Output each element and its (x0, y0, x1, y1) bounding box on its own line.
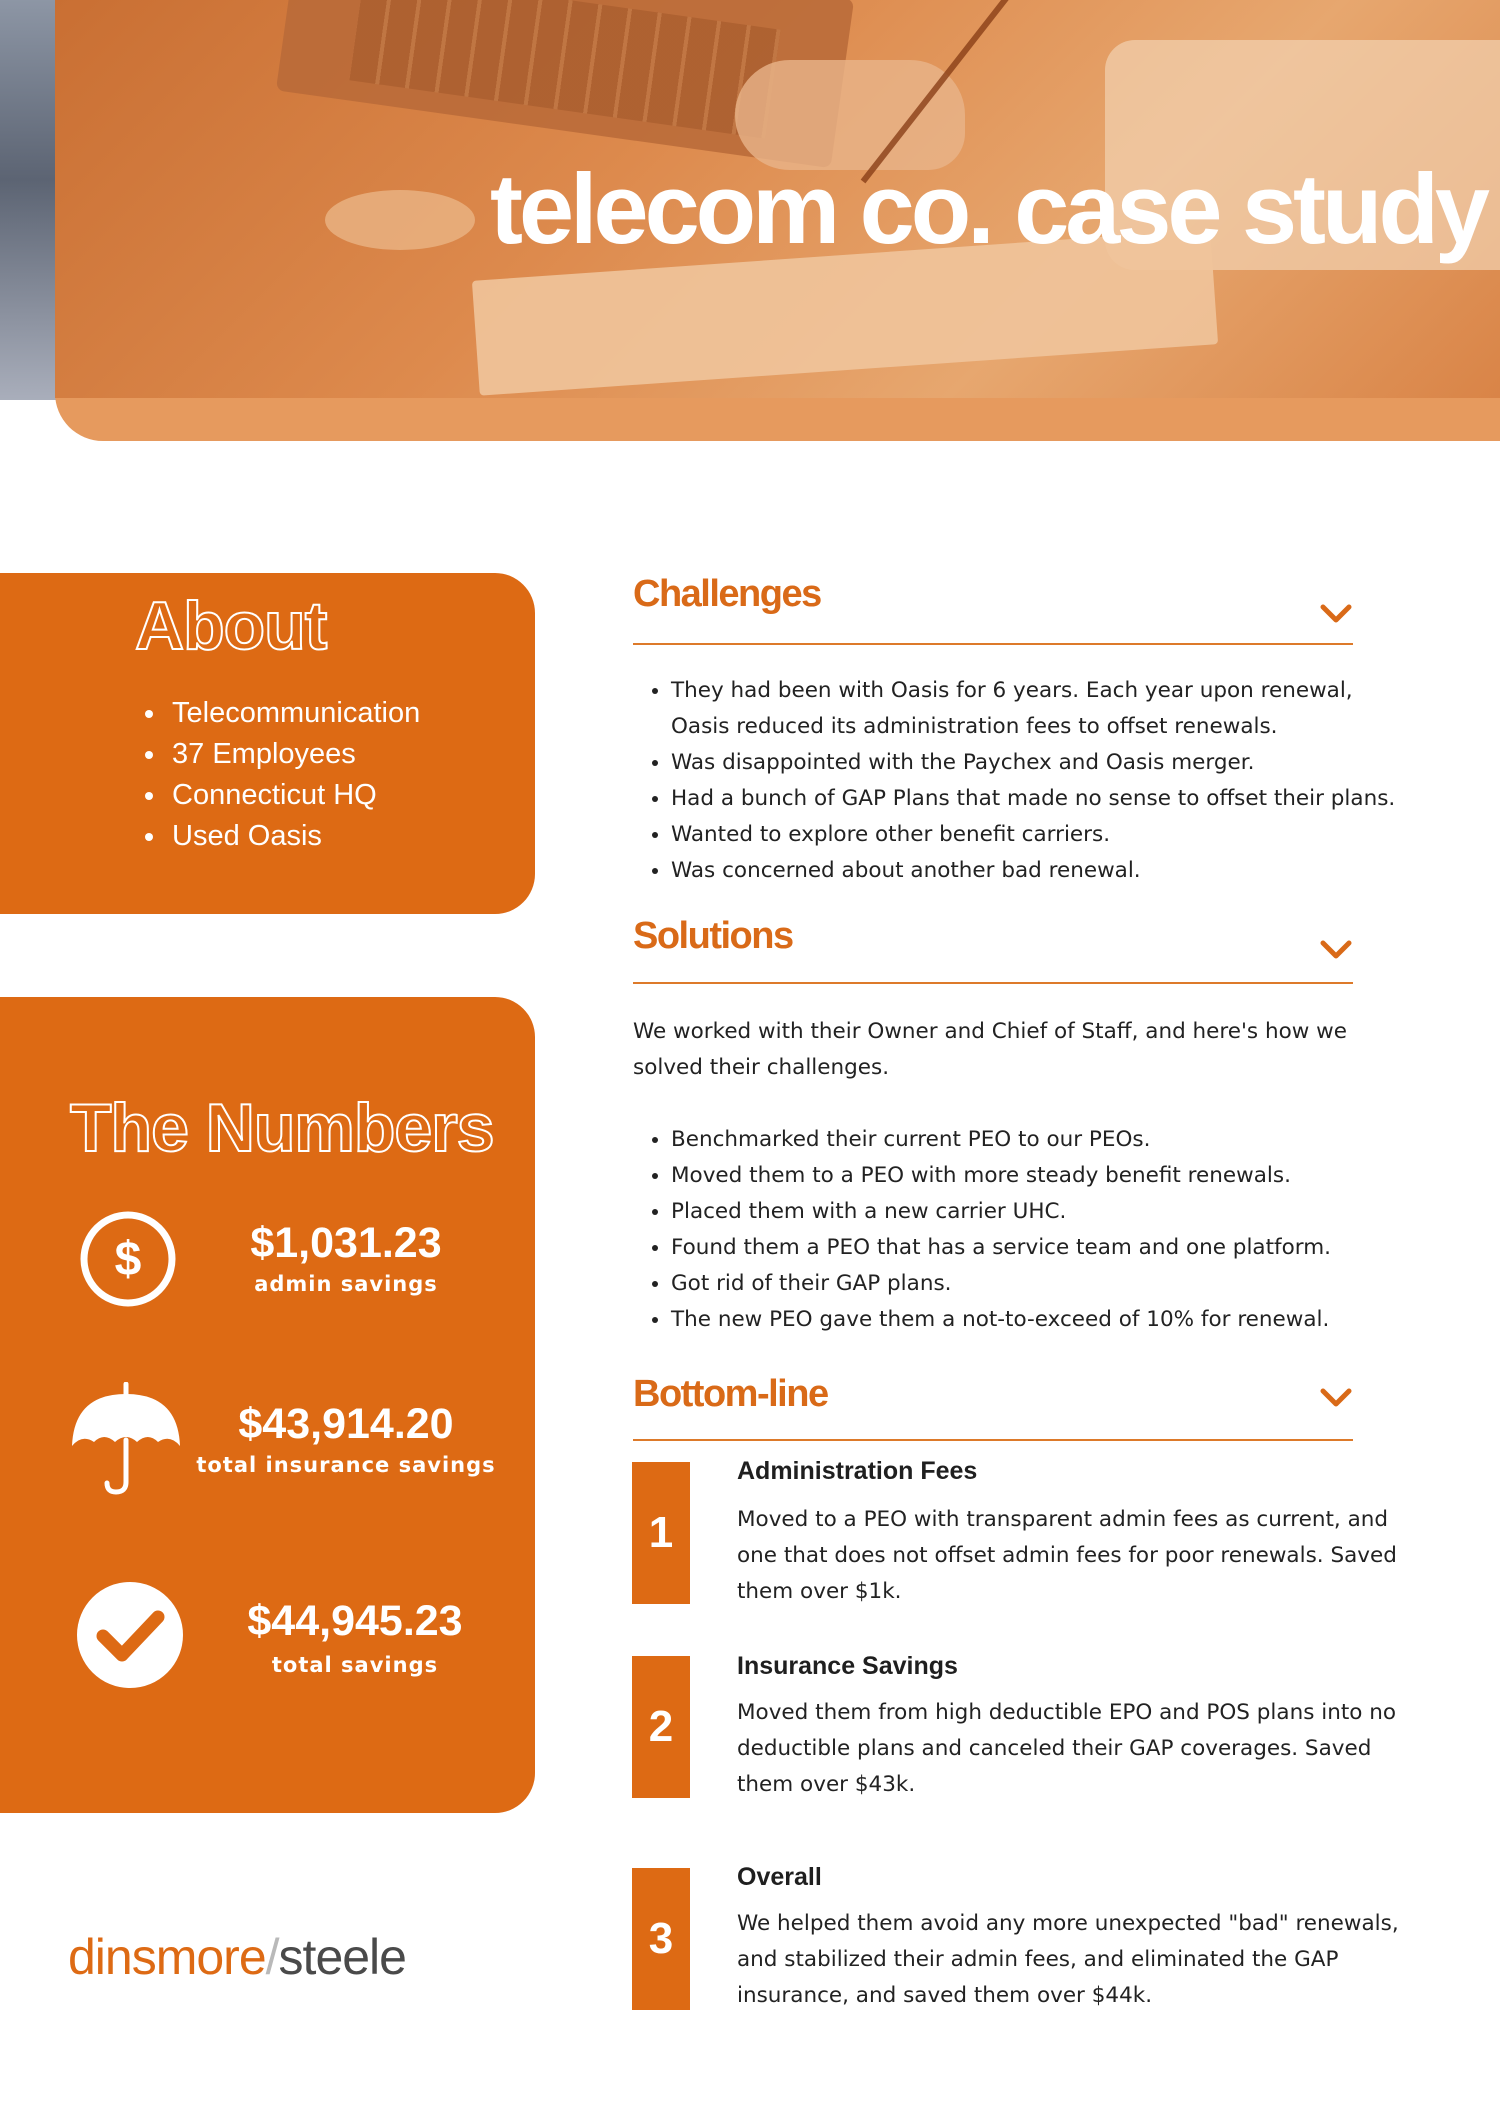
chevron-down-icon[interactable] (1319, 603, 1353, 625)
list-item: • Wanted to explore other benefit carriers. (671, 817, 1411, 853)
list-item: • Benchmarked their current PEO to our PEOs. (671, 1122, 1411, 1158)
solutions-header[interactable] (633, 915, 1353, 984)
stat-label: total insurance savings (196, 1453, 496, 1477)
umbrella-icon (70, 1382, 182, 1497)
stat-value: $44,945.23 (247, 1597, 463, 1645)
step-number: 3 (632, 1868, 690, 2010)
company-logo: dinsmore/steele (68, 1929, 406, 1985)
solutions-title: Solutions (633, 915, 793, 957)
list-item: • Had a bunch of GAP Plans that made no sense to offset their plans. (671, 781, 1411, 817)
solutions-list (633, 1122, 1411, 1338)
about-item: • 37 Employees (168, 734, 420, 775)
about-item: • Connecticut HQ (168, 775, 420, 816)
bottomline-header[interactable] (633, 1373, 1353, 1441)
step-title: Overall (737, 1863, 822, 1891)
numbers-box (0, 997, 535, 1813)
stat-value: $43,914.20 (238, 1400, 454, 1448)
solutions-intro: We worked with their Owner and Chief of Staff, and here's how we solved their challenges. (633, 1019, 1347, 1080)
page-title: telecom co. case study (490, 153, 1486, 264)
challenges-title: Challenges (633, 573, 821, 615)
bottomline-title: Bottom-line (633, 1373, 828, 1415)
list-item: • Placed them with a new carrier UHC. (671, 1194, 1411, 1230)
about-box (0, 573, 535, 914)
step-title: Insurance Savings (737, 1652, 958, 1680)
list-item: • Got rid of their GAP plans. (671, 1266, 1411, 1302)
about-title: About (135, 588, 327, 664)
challenges-header[interactable] (633, 573, 1353, 645)
step-description: Moved to a PEO with transparent admin fees as current, and one that does not offset admin fees for poor renewals. Saved them over $1k. (737, 1507, 1397, 1604)
stat-label: total savings (271, 1653, 439, 1677)
hero-photo-edge (0, 0, 60, 400)
list-item: • Found them a PEO that has a service team and one platform. (671, 1230, 1411, 1266)
dollar-circle-icon (78, 1209, 178, 1309)
about-item: • Used Oasis (168, 816, 420, 857)
list-item: • Moved them to a PEO with more steady benefit renewals. (671, 1158, 1411, 1194)
step-number: 2 (632, 1656, 690, 1798)
step-description: Moved them from high deductible EPO and POS plans into no deductible plans and canceled their GAP coverages. Saved them over $43k. (737, 1700, 1397, 1797)
step-title: Administration Fees (737, 1457, 978, 1485)
list-item: • Was concerned about another bad renewal. (671, 853, 1411, 889)
list-item: • The new PEO gave them a not-to-exceed of 10% for renewal. (671, 1302, 1411, 1338)
about-item: • Telecommunication (168, 693, 420, 734)
about-list (132, 693, 420, 857)
stat-label: admin savings (254, 1272, 438, 1296)
chevron-down-icon[interactable] (1319, 939, 1353, 961)
step-description: We helped them avoid any more unexpected "bad" renewals, and stabilized their admin fees, and eliminated the GAP insurance, and saved them over $44k. (737, 1911, 1399, 2008)
step-number: 1 (632, 1462, 690, 1604)
numbers-title: The Numbers (70, 1090, 494, 1166)
chevron-down-icon[interactable] (1319, 1387, 1353, 1409)
stat-value: $1,031.23 (250, 1219, 442, 1267)
list-item: • Was disappointed with the Paychex and Oasis merger. (671, 745, 1411, 781)
list-item: • They had been with Oasis for 6 years. Each year upon renewal, Oasis reduced its administration fees to offset renewals. (671, 673, 1411, 745)
svg-text:$: $ (114, 1233, 142, 1286)
challenges-list (633, 673, 1411, 889)
checkmark-circle-icon (75, 1580, 185, 1690)
